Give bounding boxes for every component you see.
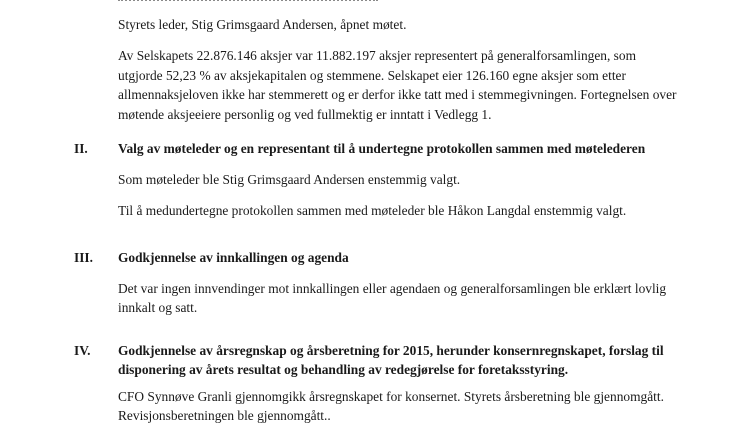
attendance-paragraph: Av Selskapets 22.876.146 aksjer var 11.882.197 aksjer representert på generalforsamlingen, som utgjorde 52,23 % av aksjekapitalen og stemmene. Selskapet eier 126.160 egne aksjer som etter allmennaksjeloven ikke har stemmerett og er derfor ikke tatt med i stemmegivningen. Fortegnelsen over møtende aksjeeiere personlig og ved fullmektig er inntatt i Vedlegg 1.	[118, 48, 677, 122]
section-paragraph: Som møteleder ble Stig Grimsgaard Andersen enstemmig valgt.	[118, 172, 461, 187]
section-heading: Valg av møteleder og en representant til å undertegne protokollen sammen med møtelederen	[118, 141, 646, 156]
section-paragraph: CFO Synnøve Granli gjennomgikk årsregnskapet for konsernet. Styrets årsberetning ble gjennomgått. Revisjonsberetningen ble gjennomgått..	[118, 389, 664, 423]
section-number: II.	[74, 141, 88, 156]
section-heading: Godkjennelse av årsregnskap og årsberetning for 2015, herunder konsernregnskapet, forslag til disponering av årets resultat og behandling av redegjørelse for foretaksstyring.	[118, 343, 664, 377]
opening-paragraph: Styrets leder, Stig Grimsgaard Andersen, åpnet møtet.	[118, 17, 407, 32]
section-number: III.	[74, 250, 93, 265]
section-heading: Godkjennelse av innkallingen og agenda	[118, 250, 349, 265]
section-number: IV.	[74, 343, 91, 358]
section-paragraph: Det var ingen innvendinger mot innkallingen eller agendaen og generalforsamlingen ble erklært lovlig innkalt og satt.	[118, 281, 667, 315]
section-paragraph: Til å medundertegne protokollen sammen med møteleder ble Håkon Langdal enstemmig valgt.	[118, 203, 627, 218]
cut-off-text-line	[118, 0, 378, 2]
